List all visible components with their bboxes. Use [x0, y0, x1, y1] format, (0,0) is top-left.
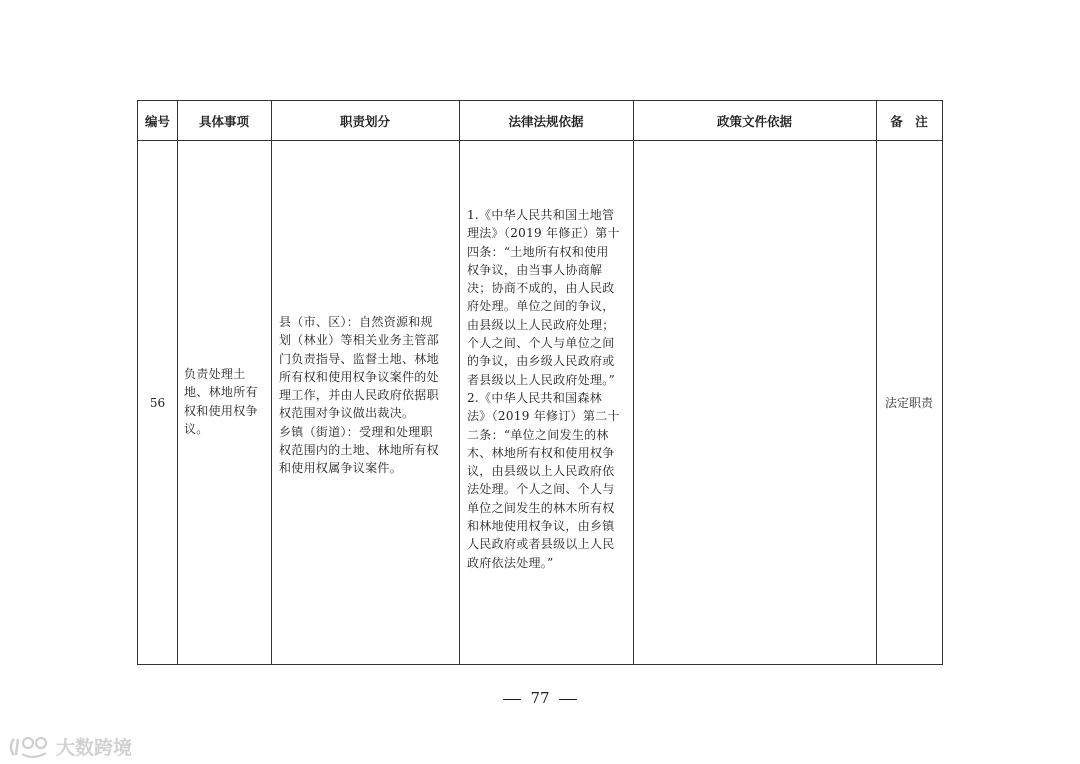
law-text-line: 决；协商不成的，由人民政	[467, 281, 615, 296]
law-text-line: 府处理。单位之间的争议，	[467, 299, 615, 314]
law-text-line: 法》（2019 年修订）第二十	[467, 409, 620, 424]
row-law	[467, 206, 633, 572]
law-text-line: 四条：“土地所有权和使用	[467, 244, 609, 259]
law-text-line: 单位之间发生的林木所有权	[467, 500, 615, 515]
column-divider	[271, 101, 272, 664]
law-text-line: 的争议，由乡级人民政府或	[467, 354, 615, 369]
duty-table	[137, 100, 943, 665]
duty-text-line: 理工作，并由人民政府依据职	[279, 388, 439, 403]
column-divider	[459, 101, 460, 664]
law-text-line: 权争议，由当事人协商解	[467, 262, 603, 277]
duty-text-line: 权范围内的土地、林地所有权	[279, 443, 439, 458]
row-item	[184, 365, 268, 438]
watermark-logo-icon	[8, 735, 52, 759]
item-text-line: 权和使用权争	[184, 403, 258, 418]
duty-text-line: 乡镇（街道）：受理和处理职	[279, 424, 433, 439]
page-number: 77	[530, 689, 550, 707]
row-remark: 法定职责	[884, 396, 933, 410]
item-text-line: 议。	[184, 421, 209, 436]
law-text-line: 人民政府或者县级以上人民	[467, 537, 615, 552]
column-divider	[177, 101, 178, 664]
header-remark: 备 注	[890, 113, 928, 129]
law-text-line: 议，由县级以上人民政府依	[467, 464, 615, 479]
law-text-line: 由县级以上人民政府处理；	[467, 317, 615, 332]
duty-text-line: 所有权和使用权争议案件的处	[279, 369, 439, 384]
item-text-line: 负责处理土	[184, 367, 246, 381]
law-text-line: 1.《中华人民共和国土地管	[467, 208, 615, 222]
law-text-line: 2.《中华人民共和国森林	[467, 390, 603, 405]
law-text-line: 理法》（2019 年修正）第十	[467, 226, 620, 241]
law-text-line: 木、林地所有权和使用权争	[467, 445, 615, 460]
row-number: 56	[149, 395, 166, 410]
law-text-line: 法处理。个人之间、个人与	[467, 482, 615, 497]
duty-text-line: 权范围对争议做出裁决。	[279, 406, 415, 421]
header-number: 编号	[144, 113, 170, 129]
duty-text-line: 和使用权属争议案件。	[279, 461, 403, 476]
dash-left	[503, 699, 521, 700]
duty-text-line: 县（市、区）：自然资源和规	[279, 315, 433, 329]
header-law: 法律法规依据	[508, 113, 584, 129]
dash-right	[559, 699, 577, 700]
header-policy: 政策文件依据	[716, 113, 792, 129]
row-policy	[633, 141, 876, 664]
duty-text-line: 门负责指导、监督土地、林地	[279, 351, 439, 366]
header-duty: 职责划分	[339, 113, 390, 129]
header-item: 具体事项	[198, 113, 249, 129]
law-text-line: 政府依法处理。”	[467, 555, 554, 570]
law-text-line: 和林地使用权争议，由乡镇	[467, 519, 615, 534]
watermark	[8, 733, 132, 760]
law-text-line: 者县级以上人民政府处理。”	[467, 372, 616, 387]
row-duty	[279, 313, 457, 478]
duty-text-line: 划（林业）等相关业务主管部	[279, 333, 439, 348]
watermark-text: 大数跨境	[56, 737, 133, 759]
item-text-line: 地、林地所有	[184, 385, 258, 400]
law-text-line: 个人之间、个人与单位之间	[467, 336, 615, 351]
law-text-line: 二条：“单位之间发生的林	[467, 427, 609, 442]
page-footer	[0, 689, 1080, 707]
